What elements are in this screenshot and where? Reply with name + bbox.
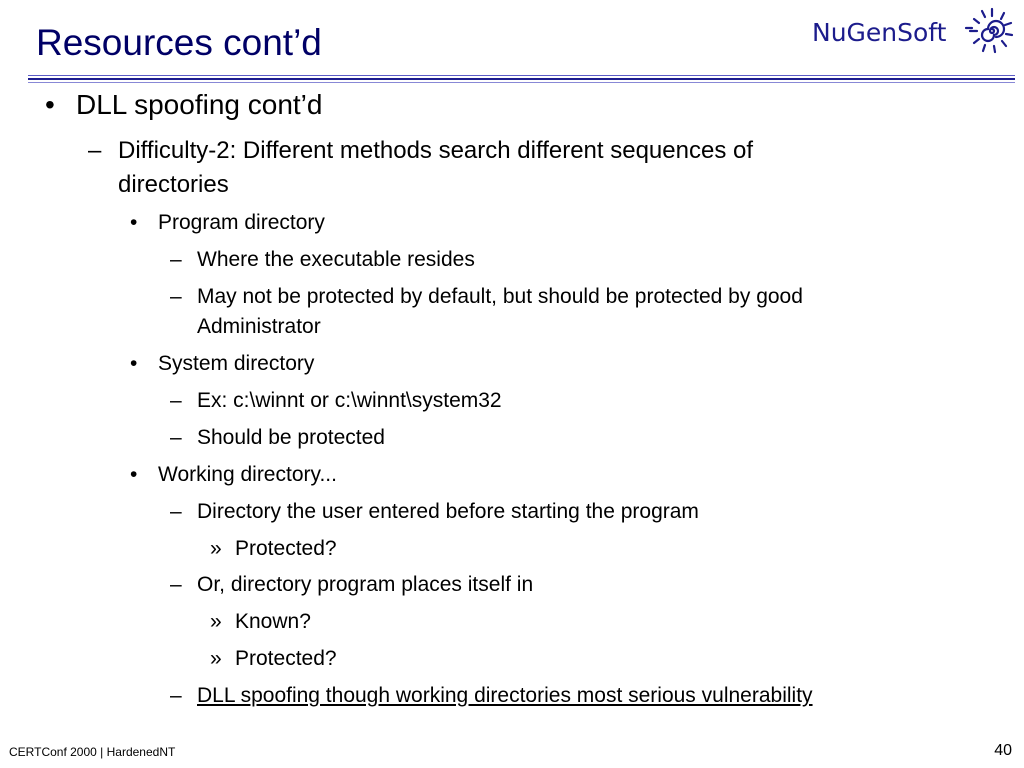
bullet-may-not-be-protected: May not be protected by default, but should be protected by good bbox=[197, 285, 803, 308]
bullet-most-serious-vulnerability: DLL spoofing though working directories most serious vulnerability bbox=[197, 684, 813, 707]
bullet-marker: – bbox=[170, 500, 182, 523]
bullet-difficulty-2: Difficulty-2: Different methods search different sequences of bbox=[118, 137, 754, 164]
logo bbox=[812, 6, 1024, 62]
bullet-marker: » bbox=[210, 537, 222, 560]
bullet-marker: – bbox=[170, 426, 182, 449]
bullet-known: Known? bbox=[235, 610, 311, 633]
bullet-marker: • bbox=[45, 89, 55, 120]
bullet-directory-user-entered: Directory the user entered before starting the program bbox=[197, 500, 699, 523]
bullet-may-not-be-protected-cont: Administrator bbox=[197, 315, 321, 338]
bullet-program-places-itself: Or, directory program places itself in bbox=[197, 573, 534, 596]
bullet-difficulty-2-cont: directories bbox=[118, 171, 229, 198]
bullet-program-directory: Program directory bbox=[158, 211, 325, 234]
slide-title: Resources cont’d bbox=[36, 22, 322, 63]
bullet-dll-spoofing: DLL spoofing cont’d bbox=[76, 89, 323, 120]
bullet-system-directory: System directory bbox=[158, 352, 315, 375]
bullet-marker: – bbox=[170, 248, 182, 271]
bullet-protected-1: Protected? bbox=[235, 537, 337, 560]
bullet-marker: – bbox=[170, 573, 182, 596]
bullet-marker: – bbox=[170, 285, 182, 308]
sun-spiral-icon bbox=[964, 6, 1020, 56]
logo-text: NuGenSoft bbox=[812, 18, 947, 47]
page-number: 40 bbox=[994, 742, 1012, 759]
bullet-should-be-protected: Should be protected bbox=[197, 426, 385, 449]
bullet-example-paths: Ex: c:\winnt or c:\winnt\system32 bbox=[197, 389, 502, 412]
bullet-marker: • bbox=[130, 463, 138, 486]
bullet-marker: • bbox=[130, 211, 138, 234]
footer-label: CERTConf 2000 | HardenedNT bbox=[9, 745, 176, 759]
bullet-marker: – bbox=[88, 137, 102, 164]
bullet-marker: – bbox=[170, 389, 182, 412]
bullet-marker: – bbox=[170, 684, 182, 707]
bullet-executable-resides: Where the executable resides bbox=[197, 248, 475, 271]
title-rule bbox=[28, 75, 1015, 83]
bullet-marker: » bbox=[210, 647, 222, 670]
bullet-protected-2: Protected? bbox=[235, 647, 337, 670]
bullet-marker: • bbox=[130, 352, 138, 375]
bullet-working-directory: Working directory... bbox=[158, 463, 337, 486]
bullet-marker: » bbox=[210, 610, 222, 633]
